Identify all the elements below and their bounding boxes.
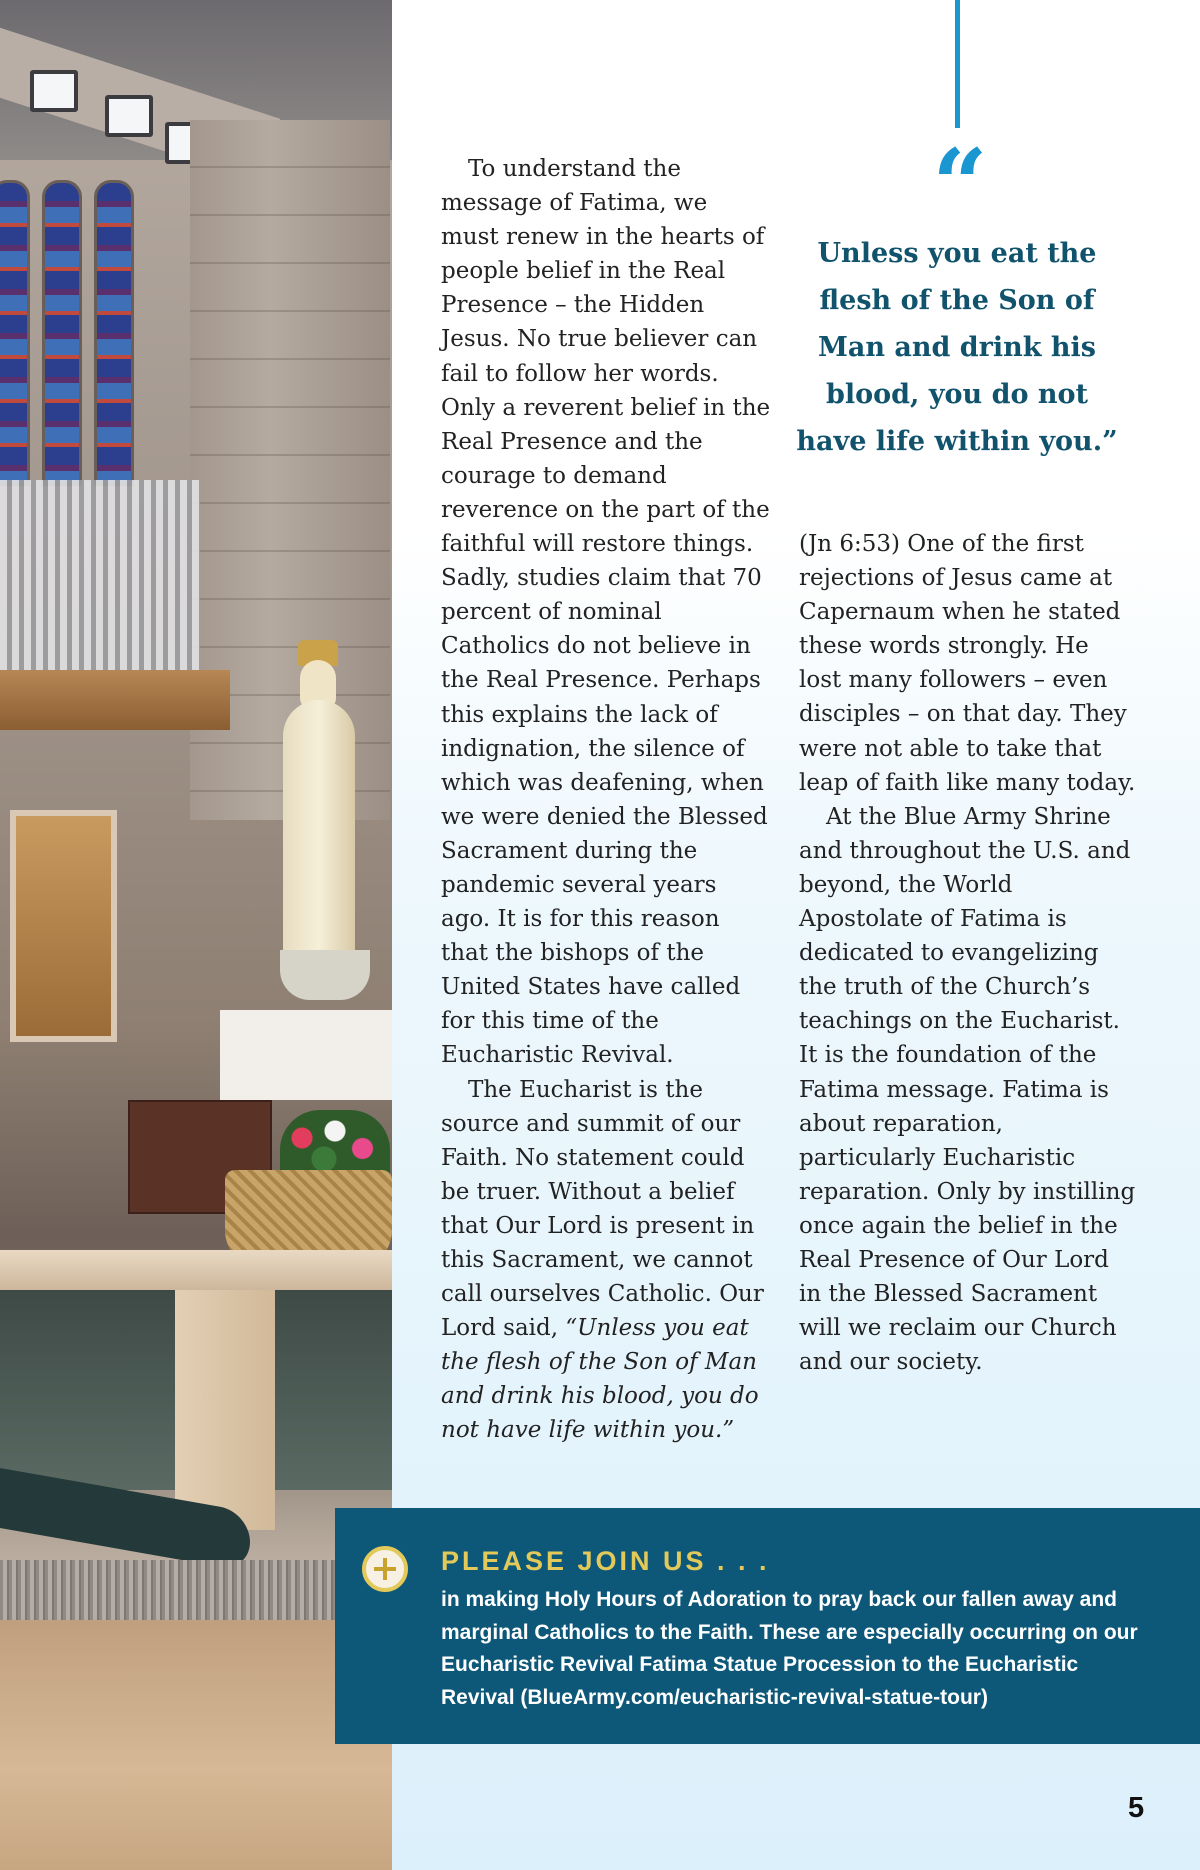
article-column-right [799,527,1137,1379]
paragraph [441,1073,771,1448]
organ-pipes [0,480,200,680]
page-number: 5 [1128,1792,1145,1824]
callout-title: PLEASE JOIN US . . . [441,1546,770,1576]
doorway [10,810,117,1042]
granite-step [0,1560,392,1620]
join-us-callout [335,1508,1200,1744]
paragraph: At the Blue Army Shrine and throughout the U.S. and beyond, the World Apostolate of Fatima is dedicated to evangelizing the truth of the Church’s teachings on the Eucharist. It is the foundation of the Fatima message. Fatima is about reparation, particularly Eucharistic reparation. Only by instilling once again the belief in the Real Presence of Our Lord in the Blessed Sacrament will we reclaim our Church and our society. [799,803,1136,1376]
pull-quote: Unless you eat the flesh of the Son of Man and drink his blood, you do not have life within you.” [796,238,1118,457]
scripture-quote: “Unless you eat the flesh of the Son of Man and drink his blood, you do not have life within you.” [441,1315,759,1444]
organ-case [0,670,230,730]
plus-circle-icon [362,1546,408,1592]
callout-body: in making Holy Hours of Adoration to pray back our fallen away and marginal Catholics to the Faith. These are especially occurring on our Eucharistic Revival Fatima Statue Procession to the Eucharistic Revival (BlueArmy.com/eucharistic-revival-statue-tour) [441,1588,1138,1709]
church-interior-photo [0,0,392,1870]
ceiling-light [30,70,78,112]
altar-table [220,1010,392,1100]
paragraph: To understand the message of Fatima, we must renew in the hearts of people belief in the Real Presence – the Hidden Jesus. No true believer can fail to follow her words. Only a reverent belief in the Real Presence and the courage to demand reverence on the part of the faithful will restore things. Sadly, studies claim that 70 percent of nominal Catholics do not believe in the Real Presence. Perhaps this explains the lack of indignation, the silence of which was deafening, when we were denied the Blessed Sacrament during the pandemic several years ago. It is for this reason that the bishops of the United States have called for this time of the Eucharistic Revival. [441,156,771,1069]
fatima-statue [283,700,355,960]
communion-rail-leg [175,1290,275,1530]
accent-rule [955,0,960,128]
article-column-left [441,152,771,1448]
stained-glass-window [94,180,134,486]
quote-mark-icon: “ [932,128,988,241]
floor [0,1620,392,1870]
stained-glass-window [0,180,30,486]
statue-pedestal [280,950,370,1000]
paragraph: (Jn 6:53) One of the first rejections of Jesus came at Capernaum when he stated these words strongly. He lost many followers – even disciples – on that day. They were not able to take that leap of faith like many today. [799,531,1136,796]
communion-rail [0,1250,392,1290]
paragraph-text: The Eucharist is the source and summit of our Faith. No statement could be truer. Without a belief that Our Lord is present in this Sacrament, we cannot call ourselves Catholic. Our Lord said, [441,1076,764,1342]
ceiling-light [105,95,153,137]
stained-glass-window [42,180,82,486]
